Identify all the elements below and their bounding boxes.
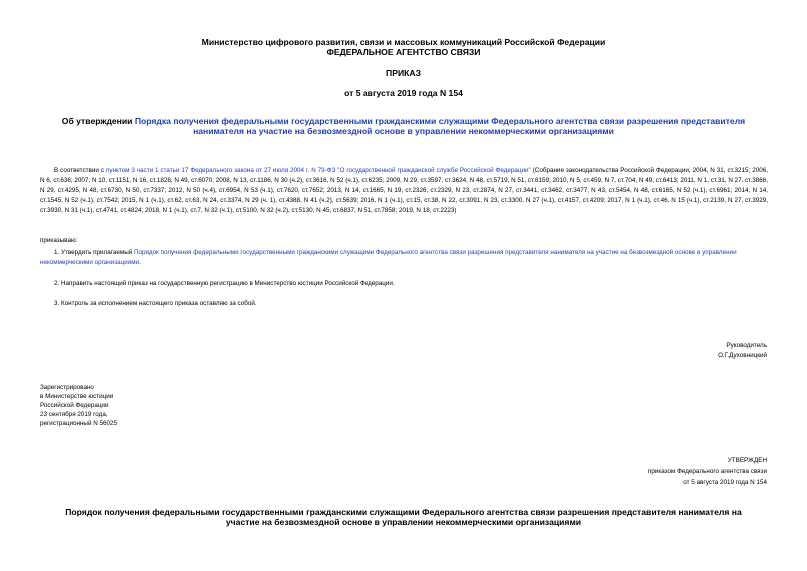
title-prefix: Об утверждении xyxy=(61,116,135,126)
item-3: 3. Контроль за исполнением настоящего приказа оставляю за собой. xyxy=(54,300,257,307)
approval-line-1: УТВЕРЖДЕН xyxy=(727,457,767,464)
registration-block xyxy=(40,383,117,428)
signature-name: О.Г.Духовницкий xyxy=(718,351,767,359)
registration-line-5: регистрационный N 56025 xyxy=(40,420,118,427)
registration-line-3: Российской Федерации xyxy=(40,402,109,409)
title-link[interactable]: Порядка получения федеральными государственными гражданскими служащими Федерального агентства связи разрешения представителя нанимателя на участие на безвозмездной основе в управлении некоммерческими организациями xyxy=(134,116,746,136)
approval-line-3: от 5 августа 2019 года N 154 xyxy=(683,479,767,486)
order-word: приказываю: xyxy=(40,237,78,244)
doc-title xyxy=(48,116,759,136)
preamble-lead: В соответствии с xyxy=(54,167,106,174)
registration-line-1: Зарегистрировано xyxy=(40,384,94,391)
item-1-lead: 1. Утвердить прилагаемый xyxy=(54,249,135,256)
ministry-name: Министерство цифрового развития, связи и массовых коммуникаций Российской Федерации xyxy=(201,37,606,47)
approval-line-2: приказом Федерального агентства связи xyxy=(647,468,767,475)
preamble-paragraph xyxy=(40,166,768,216)
item-2: 2. Направить настоящий приказ на государственную регистрацию в Министерство юстиции Российской Федерации. xyxy=(54,280,395,287)
approval-block xyxy=(648,455,767,488)
law-link[interactable]: пунктом 3 части 1 статьи 17 Федерального закона от 27 июля 2004 г. N 79-ФЗ "О государственной гражданской службе Российской Федерации" xyxy=(105,167,531,174)
agency-name: ФЕДЕРАЛЬНОЕ АГЕНТСТВО СВЯЗИ xyxy=(326,47,481,57)
preamble-rest: (Собрание законодательства Российской Федерации, 2004, N 31, ст.3215; 2006, N 6, ст.636; 2007, N 10, ст.1151, N 16, ст.1828, N 49, ст.6070; 2008, N 13, ст.1186, N 30 (ч.2), ст.3616, N 52 (ч.1), ст.6235; 2009, N 29, ст.3597, ст.3624, N 48, ст.5719, N 51, ст.6159; 2010, N 5, ст.459, N 7, ст.704, N 49, ст.6413; 2011, N 1, ст.31, N 27, ст.3866, N 29, ст.4295, N 48, ст.6730, N 50, ст.7337; 2012, N 50 (ч.4), ст.6954, N 53 (ч.1), ст.7620, ст.7652; 2013, N 14, ст.1665, N 19, ст.2326, ст.2329, N 23, ст.2874, N 27, ст.3441, ст.3462, ст.3477, N 43, ст.5454, N 48, ст.6165, N 52 (ч.1), ст.6961; 2014, N 14, ст.1545, N 52 (ч.1), ст.7542; 2015, N 1 (ч.1), ст.62, ст.63, N 24, ст.3374, N 29 (ч. 1), ст.4388, N 41 (ч.2), ст.5639; 2016, N 1 (ч.1), ст.15, ст.38, N 22, ст.3091, N 23, ст.3300, N 27 (ч.1), ст.4157, ст.4209; 2017, N 1 (ч.1), ст.46, N 15 (ч.1), ст.2139, N 27, ст.3929, ст.3930, N 31 (ч.1), ст.4741, ст.4824; 2018, N 1 (ч.1), ст.7, N 32 (ч.1), ст.5100, N 32 (ч.2), ст.5130, N 45, ст.6837, N 51, ст.7858; 2019, N 18, ст.2223) xyxy=(40,167,768,214)
registration-line-2: в Министерстве юстиции xyxy=(40,393,114,400)
signature-block xyxy=(718,341,767,360)
item-1 xyxy=(40,248,768,268)
appendix-title: Порядок получения федеральными государственными гражданскими служащими Федерального агентства связи разрешения представителя нанимателя на участие на безвозмездной основе в управлении некоммерческими организациями xyxy=(65,507,742,527)
item-1-end: . xyxy=(139,259,141,266)
doc-date-number: от 5 августа 2019 года N 154 xyxy=(344,88,463,98)
doc-type: ПРИКАЗ xyxy=(386,68,421,78)
signature-position: Руководитель xyxy=(726,342,767,349)
procedure-link[interactable]: Порядок получения федеральными государственными гражданскими служащими Федерального агентства связи разрешения представителя нанимателя на участие на безвозмездной основе в управлении некоммерческими организациями xyxy=(40,249,737,266)
registration-line-4: 23 сентября 2019 года, xyxy=(40,411,108,418)
